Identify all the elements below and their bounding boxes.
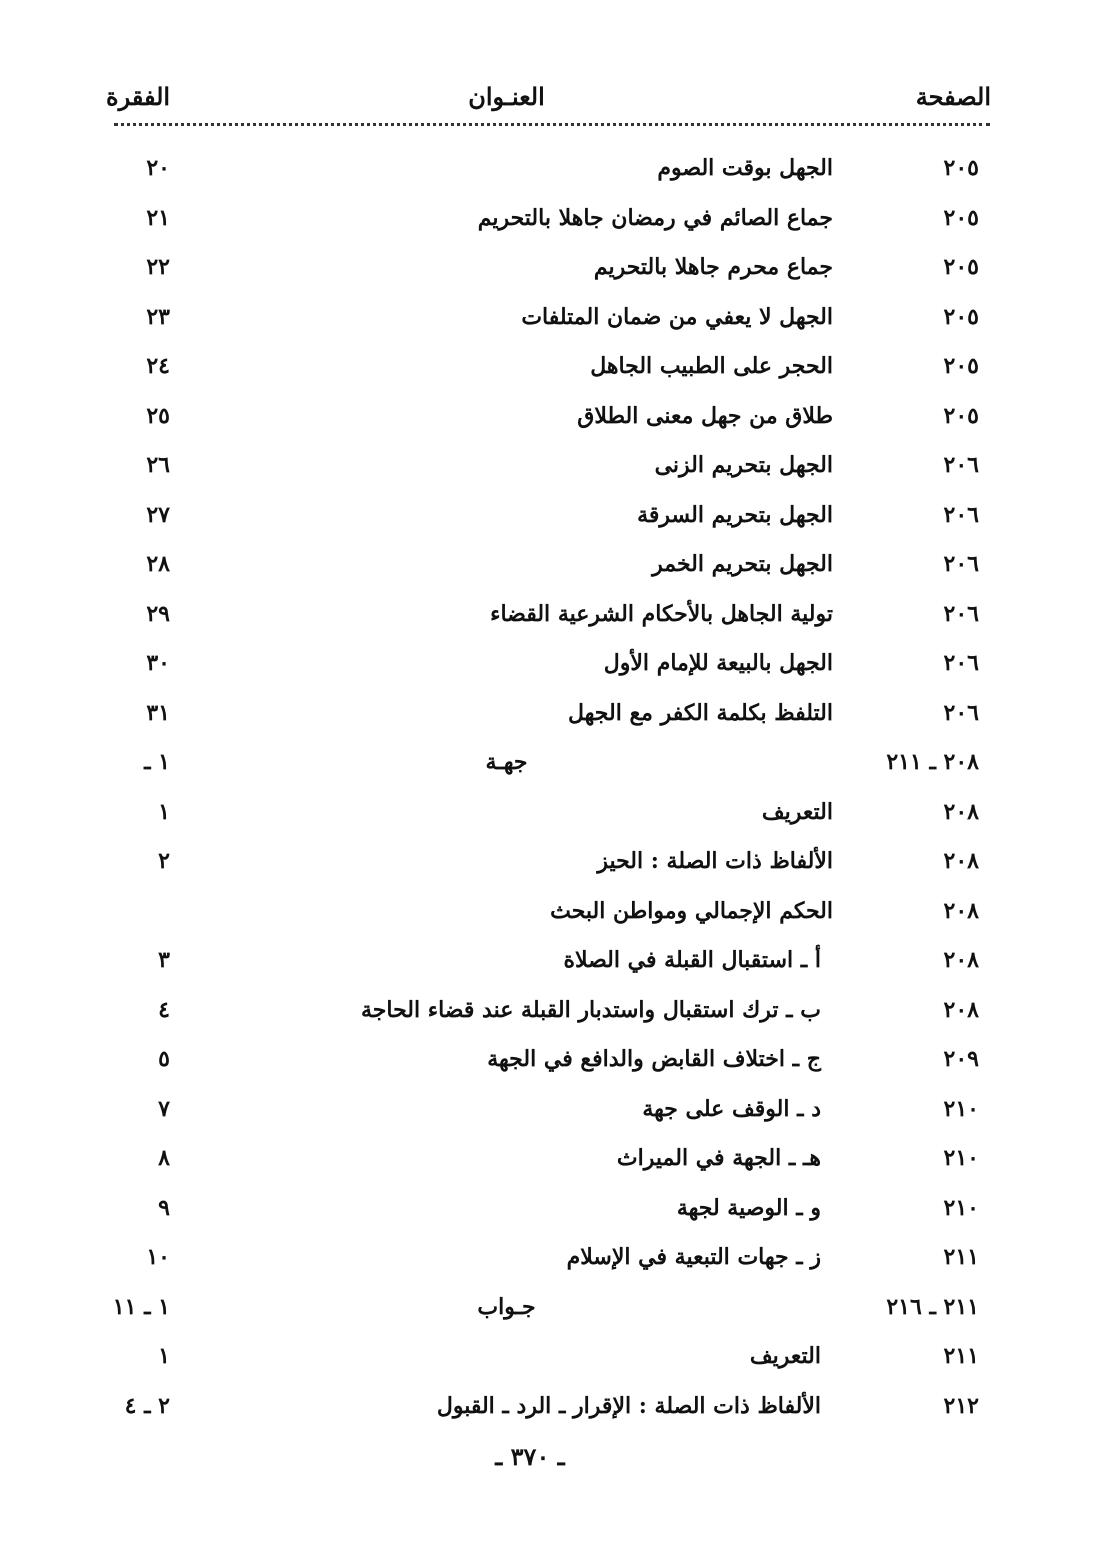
row-title: الحكم الإجمالي ومواطن البحث (550, 898, 833, 924)
index-row (0, 990, 1097, 1030)
row-title: الجهل لا يعفي من ضمان المتلفات (521, 304, 833, 330)
index-row (0, 495, 1097, 535)
row-title: د ـ الوقف على جهة (642, 1096, 821, 1122)
row-title: ب ـ ترك استقبال واستدبار القبلة عند قضاء الحاجة (360, 997, 821, 1023)
row-paragraph: ١ (158, 1343, 170, 1369)
row-page: ٢١١ (943, 1343, 979, 1369)
row-page: ٢٠٦ (943, 452, 979, 478)
row-paragraph: ٩ (158, 1195, 170, 1221)
row-paragraph: ٣١ (146, 700, 170, 726)
row-page: ٢٠٥ (943, 304, 979, 330)
row-page: ٢٠٥ (943, 403, 979, 429)
row-section-heading: جـواب (477, 1294, 536, 1320)
index-row (0, 1089, 1097, 1129)
index-row (0, 841, 1097, 881)
row-paragraph: ٢١ (146, 205, 170, 231)
row-page: ٢١٠ (943, 1145, 979, 1171)
header-dotted-divider (114, 123, 990, 126)
row-title: جماع محرم جاهلا بالتحريم (593, 254, 833, 280)
row-page: ٢٠٥ (943, 155, 979, 181)
row-paragraph: ٢٣ (146, 304, 170, 330)
row-title: الحجر على الطبيب الجاهل (590, 353, 833, 379)
row-page: ٢٠٦ (943, 601, 979, 627)
row-title: الألفاظ ذات الصلة : الإقرار ـ الرد ـ القبول (436, 1393, 821, 1419)
row-page: ٢٠٨ (943, 799, 979, 825)
row-section-heading: جهـة (485, 749, 528, 775)
row-page: ٢٠٥ (943, 254, 979, 280)
row-title: التعريف (749, 1343, 821, 1369)
index-row (0, 148, 1097, 188)
row-paragraph: ١ ـ ١١ (112, 1294, 170, 1320)
index-section-row (0, 1287, 1097, 1327)
row-page-range: ٢١١ ـ ٢١٦ (886, 1294, 979, 1320)
index-row (0, 198, 1097, 238)
index-row (0, 1237, 1097, 1277)
index-row (0, 445, 1097, 485)
row-paragraph: ٤ (158, 997, 170, 1023)
row-page: ٢٠٦ (943, 502, 979, 528)
index-row (0, 693, 1097, 733)
row-paragraph: ٢ (158, 848, 170, 874)
page-number: ـ ٣٧٠ ـ (495, 1442, 565, 1471)
row-page: ٢٠٥ (943, 353, 979, 379)
index-row (0, 346, 1097, 386)
row-page-range: ٢٠٨ ـ ٢١١ (886, 749, 979, 775)
row-title: هـ ـ الجهة في الميراث (616, 1145, 821, 1171)
row-page: ٢١٠ (943, 1096, 979, 1122)
row-paragraph: ٢٨ (146, 551, 170, 577)
index-row (0, 544, 1097, 584)
row-page: ٢٠٦ (943, 551, 979, 577)
header-title-column: العنـوان (468, 82, 545, 111)
row-paragraph: ١ ـ (144, 749, 170, 775)
row-paragraph: ٢٦ (146, 452, 170, 478)
index-row (0, 792, 1097, 832)
index-row (0, 1039, 1097, 1079)
row-page: ٢٠٦ (943, 650, 979, 676)
index-row (0, 1138, 1097, 1178)
row-paragraph: ٢٧ (146, 502, 170, 528)
row-title: طلاق من جهل معنى الطلاق (577, 403, 833, 429)
row-title: التلفظ بكلمة الكفر مع الجهل (568, 700, 833, 726)
index-row (0, 247, 1097, 287)
row-page: ٢٠٩ (943, 1046, 979, 1072)
row-paragraph: ٣ (158, 947, 170, 973)
index-row (0, 643, 1097, 683)
row-title: التعريف (761, 799, 833, 825)
row-page: ٢٠٨ (943, 947, 979, 973)
index-row (0, 891, 1097, 931)
header-paragraph-column: الفقرة (106, 82, 171, 111)
row-title: الألفاظ ذات الصلة : الحيز (597, 848, 833, 874)
row-title: الجهل بتحريم الخمر (652, 551, 833, 577)
index-row (0, 297, 1097, 337)
row-paragraph: ٥ (158, 1046, 170, 1072)
row-paragraph: ٣٠ (146, 650, 170, 676)
index-row (0, 594, 1097, 634)
row-paragraph: ٧ (158, 1096, 170, 1122)
row-title: الجهل بوقت الصوم (657, 155, 833, 181)
row-page: ٢١٠ (943, 1195, 979, 1221)
row-paragraph: ٢٠ (146, 155, 170, 181)
row-page: ٢٠٨ (943, 997, 979, 1023)
row-paragraph: ١٠ (146, 1244, 170, 1270)
row-page: ٢١١ (943, 1244, 979, 1270)
index-row (0, 940, 1097, 980)
row-page: ٢٠٥ (943, 205, 979, 231)
row-paragraph: ٢٤ (146, 353, 170, 379)
index-row (0, 396, 1097, 436)
index-row (0, 1336, 1097, 1376)
row-page: ٢٠٨ (943, 848, 979, 874)
row-title: ج ـ اختلاف القابض والدافع في الجهة (487, 1046, 821, 1072)
index-row (0, 1386, 1097, 1426)
row-title: و ـ الوصية لجهة (676, 1195, 821, 1221)
row-paragraph: ٢٩ (146, 601, 170, 627)
header-page-column: الصفحة (915, 82, 991, 111)
row-title: الجهل بالبيعة للإمام الأول (603, 650, 833, 676)
row-paragraph: ٢ ـ ٤ (124, 1393, 170, 1419)
row-title: تولية الجاهل بالأحكام الشرعية القضاء (490, 601, 833, 627)
row-paragraph: ٨ (158, 1145, 170, 1171)
row-title: ز ـ جهات التبعية في الإسلام (566, 1244, 821, 1270)
row-paragraph: ١ (158, 799, 170, 825)
row-page: ٢١٢ (943, 1393, 979, 1419)
index-row (0, 1188, 1097, 1228)
row-page: ٢٠٨ (943, 898, 979, 924)
index-section-row (0, 742, 1097, 782)
row-title: جماع الصائم في رمضان جاهلا بالتحريم (477, 205, 833, 231)
row-paragraph: ٢٢ (146, 254, 170, 280)
row-title: الجهل بتحريم الزنى (654, 452, 833, 478)
row-page: ٢٠٦ (943, 700, 979, 726)
row-paragraph: ٢٥ (146, 403, 170, 429)
row-title: أ ـ استقبال القبلة في الصلاة (563, 947, 821, 973)
row-title: الجهل بتحريم السرقة (637, 502, 833, 528)
